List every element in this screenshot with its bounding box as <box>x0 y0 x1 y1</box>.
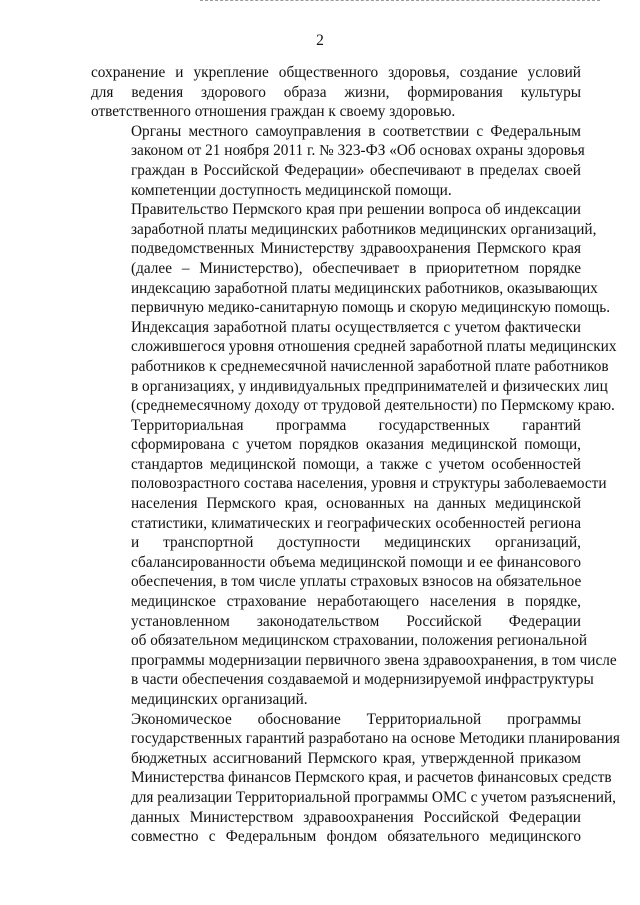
text-line: Территориальная программа государственных гарантий <box>131 416 581 434</box>
text-line: ответственного отношения граждан к своему здоровью. <box>91 103 456 121</box>
text-line: совместно с Федеральным фондом обязательного медицинского <box>131 828 581 846</box>
text-line: сохранение и укрепление общественного здоровья, создание условий <box>91 64 581 81</box>
text-line: установленном законодательством Российской Федерации <box>131 612 581 630</box>
text-line: заработной платы медицинских работников медицинских организаций, <box>131 220 597 238</box>
text-line: для реализации Территориальной программы ОМС с учетом разъяснений, <box>131 788 616 806</box>
paragraph <box>91 63 581 122</box>
text-line: статистики, климатических и географических особенностей региона <box>131 514 581 532</box>
paragraph <box>91 122 585 200</box>
text-line: сбалансированности объема медицинской помощи и ее финансового <box>131 553 581 571</box>
text-line: в организациях, у индивидуальных предпринимателей и физических лиц <box>131 377 608 395</box>
text-line: граждан в Российской Федерации» обеспечивают в пределах своей <box>131 161 581 179</box>
text-line: первичную медико-санитарную помощь и скорую медицинскую помощь. <box>131 299 611 317</box>
document-body <box>91 63 620 847</box>
text-line: населения Пермского края, основанных на данных медицинской <box>131 495 581 513</box>
text-line: (среднемесячному доходу от трудовой деятельности) по Пермскому краю. <box>131 397 615 415</box>
text-line: Индексация заработной платы осуществляется с учетом фактически <box>131 318 581 336</box>
text-line: медицинское страхование неработающего населения в порядке, <box>131 593 581 611</box>
paragraph <box>91 200 611 318</box>
text-line: законом от 21 ноября 2011 г. № 323-ФЗ «Об основах охраны здоровья <box>131 142 585 160</box>
text-line: сформирована с учетом порядков оказания медицинской помощи, <box>131 436 581 454</box>
paragraph <box>91 318 617 416</box>
text-line: Экономическое обоснование Территориальной программы <box>131 710 581 728</box>
text-line: компетенции доступность медицинской помощи. <box>131 181 452 199</box>
text-line: сложившегося уровня отношения средней заработной платы медицинских <box>131 338 617 356</box>
text-line: данных Министерством здравоохранения Российской Федерации <box>131 808 581 826</box>
text-line: половозрастного состава населения, уровня и структуры заболеваемости <box>131 475 607 493</box>
text-line: об обязательном медицинском страховании, положения региональной <box>131 632 588 650</box>
text-line: государственных гарантий разработано на основе Методики планирования <box>131 730 620 748</box>
text-line: бюджетных ассигнований Пермского края, утвержденной приказом <box>131 749 581 767</box>
text-line: работников к среднемесячной начисленной заработной плате работников <box>131 357 609 375</box>
text-line: программы модернизации первичного звена здравоохранения, в том числе <box>131 651 617 669</box>
text-line: подведомственных Министерству здравоохранения Пермского края <box>131 240 581 258</box>
text-line: для ведения здорового образа жизни, формирования культуры <box>91 83 581 101</box>
paragraph <box>91 710 620 847</box>
text-line: Министерства финансов Пермского края, и расчетов финансовых средств <box>131 769 612 787</box>
page-number: 2 <box>316 32 324 49</box>
text-line: в части обеспечения создаваемой и модернизируемой инфраструктуры <box>131 671 594 689</box>
text-line: и транспортной доступности медицинских организаций, <box>131 534 581 552</box>
paragraph <box>91 416 617 710</box>
text-line: Правительство Пермского края при решении вопроса об индексации <box>131 201 581 219</box>
scan-top-border <box>200 0 600 2</box>
text-line: стандартов медицинской помощи, а также с учетом особенностей <box>131 455 581 473</box>
text-line: обеспечения, в том числе уплаты страховых взносов на обязательное <box>131 573 582 591</box>
text-line: Органы местного самоуправления в соответствии с Федеральным <box>131 122 581 140</box>
text-line: (далее – Министерство), обеспечивает в приоритетном порядке <box>131 259 581 277</box>
text-line: индексацию заработной платы медицинских работников, оказывающих <box>131 279 598 297</box>
text-line: медицинских организаций. <box>131 691 308 708</box>
